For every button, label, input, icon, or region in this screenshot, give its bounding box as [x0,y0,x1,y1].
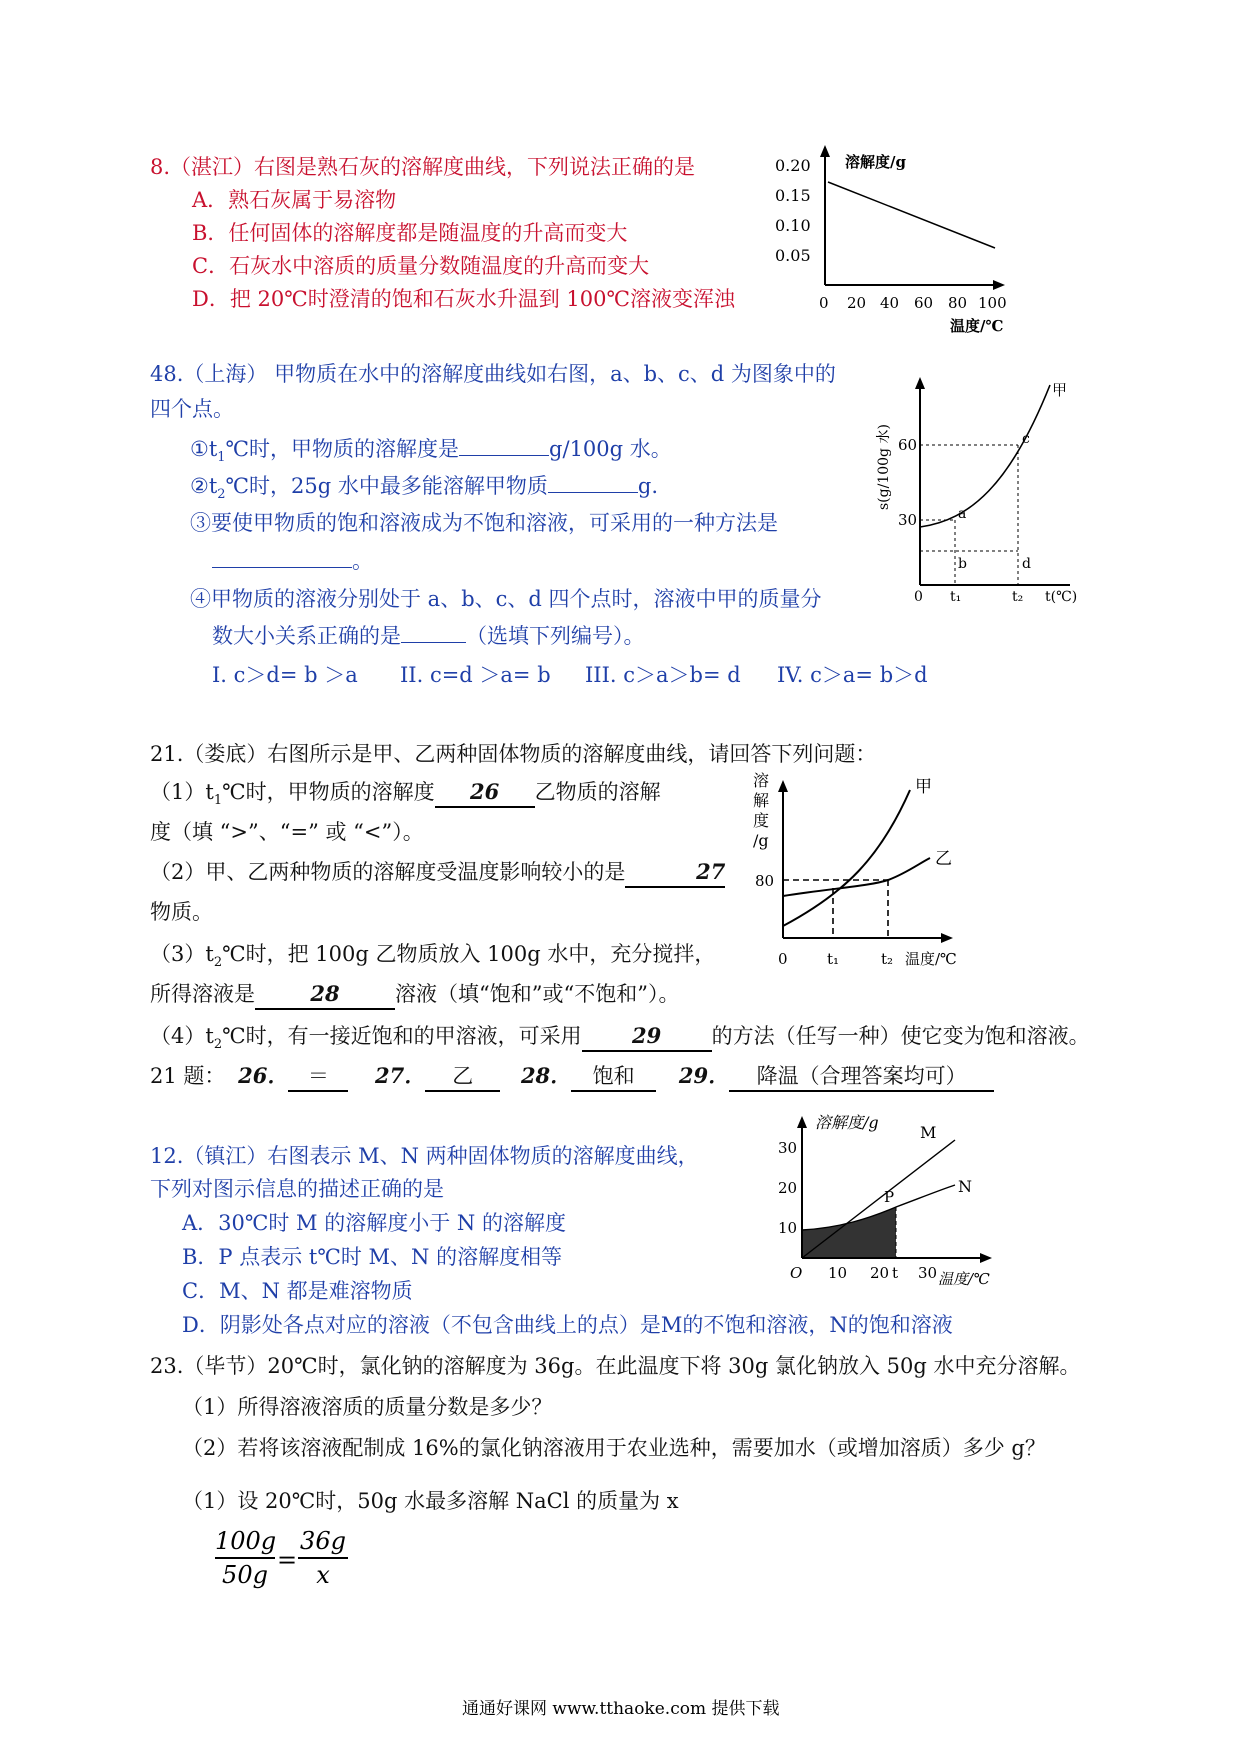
q8-option-d: D．把 20℃时澄清的饱和石灰水升温到 100℃溶液变浑浊 [192,287,735,311]
q8-x-tick: 60 [914,294,934,312]
q8-y-tick: 0.15 [775,186,811,205]
q23-solution: （1）设 20℃时，50g 水最多溶解 NaCl 的质量为 x [182,1489,679,1513]
q21-part2-cont: 物质。 [150,900,213,924]
q48-point-c: c [1022,431,1030,447]
q8-x-tick: 0 [819,294,829,312]
q8-solubility-chart [765,145,1005,335]
q21-y-tick: 80 [755,872,775,890]
q12-point-p: P [884,1188,895,1206]
q48-stem: 48.（上海） 甲物质在水中的溶解度曲线如右图，a、b、c、d 为图象中的 [150,362,836,386]
q21-y-label: 溶 [753,771,770,790]
q21-y-label: 度 [753,811,770,830]
q8-curve [828,182,995,248]
q21-y-arrow [778,780,788,792]
q21-part1: $(1)t_1℃$时，甲物质的溶解度 26 乙物质的溶解 [150,779,661,809]
page-footer: 通通好课网 www.tthaoke.com 提供下载 [462,1699,780,1719]
q12-option-d: D．阴影处各点对应的溶液（不包含曲线上的点）是M的不饱和溶液，N的饱和溶液 [182,1313,953,1337]
q12-stem: 12.（镇江）右图表示 M、N 两种固体物质的溶解度曲线， [150,1144,699,1168]
q48-choice-4: IV. c＞a= b＞d [777,663,928,687]
q8-x-label: 温度/℃ [950,317,1004,335]
q12-option-c: C．M、N 都是难溶物质 [182,1279,413,1303]
q48-x-tick: t₁ [950,589,962,605]
q12-x-tick: 30 [918,1264,938,1282]
q12-y-arrow [797,1116,807,1128]
q21-part2: （2）甲、乙两种物质的溶解度受温度影响较小的是 27 [150,858,725,888]
q21-x-tick: 温度/℃ [905,950,957,968]
q48-sub1: $①t_1℃$时，甲物质的溶解度是 g/100g 水。 [190,437,672,466]
q48-choice-1: I. c＞d= b ＞a [212,663,358,687]
q21-x-tick: 0 [778,950,788,968]
q48-curve-label: 甲 [1052,381,1068,399]
q8-y-arrow [820,145,830,157]
q8-stem: 8.（湛江）右图是熟石灰的溶解度曲线，下列说法正确的是 [150,155,696,179]
q48-stem-cont: 四个点。 [150,397,234,421]
q21-curve-jia [783,790,910,926]
q21-series-jia: 甲 [915,777,932,797]
q12-stem-cont: 下列对图示信息的描述正确的是 [150,1177,444,1201]
q48-curve [920,385,1050,527]
q48-x-tick: 0 [914,589,923,605]
q8-y-tick: 0.05 [775,246,811,265]
q48-sub3-blank: 。 [212,547,373,575]
q21-part3: $(3)t_2℃$时，把 100g 乙物质放入 100g 水中，充分搅拌， [150,942,716,971]
q48-x-tick: t₂ [1012,589,1024,605]
q8-x-tick: 40 [880,294,900,312]
q21-x-arrow [941,933,953,943]
q21-y-label: 解 [753,791,770,810]
q48-sub4: ④甲物质的溶液分别处于 a、b、c、d 四个点时，溶液中甲的质量分 [190,587,822,611]
q21-solubility-chart [745,768,975,968]
q48-x-tick: t(℃) [1045,589,1078,605]
q48-sub4-cont: 数大小关系正确的是 （选填下列编号）。 [212,624,645,648]
q23-part1: （1）所得溶液溶质的质量分数是多少？ [182,1395,553,1419]
q48-y-tick: 60 [898,436,918,454]
q48-sub3: ③要使甲物质的饱和溶液成为不饱和溶液，可采用的一种方法是 [190,511,778,535]
q21-y-label: /g [753,831,769,850]
q8-x-arrow [993,280,1005,290]
q21-curve-yi [783,858,930,896]
q21-answers: 21 题： 26． ＝ 27． 乙 28． 饱和 29． 降温（合理答案均可） [150,1062,994,1092]
q23-fraction-left: 100g 50g [215,1527,277,1589]
q8-option-c: C．石灰水中溶质的质量分数随温度的升高而变大 [192,254,650,278]
q23-equals: = [277,1546,298,1574]
q48-y-tick: 30 [898,511,918,529]
q12-option-a: A．30℃时 M 的溶解度小于 N 的溶解度 [182,1211,566,1235]
q48-sub2: $②t_2℃$时，25g 水中最多能溶解甲物质 g. [190,474,659,503]
q23-stem: 23.（毕节）20℃时，氯化钠的溶解度为 36g。在此温度下将 30g 氯化钠放入 50g 水中充分溶解。 [150,1354,1081,1378]
q8-option-a: A．熟石灰属于易溶物 [192,188,397,212]
q12-x-tick: 20 [870,1264,890,1282]
q12-y-tick: 10 [778,1219,798,1237]
q12-x-tick: 10 [828,1264,848,1282]
q23-part2: （2）若将该溶液配制成 16%的氯化钠溶液用于农业选种，需要加水（或增加溶质）多少 g？ [182,1436,1046,1460]
q12-x-tick: t [892,1264,899,1282]
q21-stem: 21.（娄底）右图所示是甲、乙两种固体物质的溶解度曲线，请回答下列问题： [150,742,877,766]
q12-x-label: 温度/℃ [938,1270,990,1288]
q8-x-tick: 80 [948,294,968,312]
q12-series-m: M [920,1123,937,1142]
q48-point-a: a [958,506,967,522]
q48-point-b: b [958,556,967,572]
q8-y-tick: 0.10 [775,216,811,235]
q48-y-label: s(g/100g 水) [876,424,892,510]
q12-y-label: 溶解度/g [815,1113,879,1132]
q21-series-yi: 乙 [935,849,952,869]
q12-option-b: B．P 点表示 t℃时 M、N 的溶解度相等 [182,1245,563,1269]
q12-x-tick: O [790,1264,803,1282]
q21-x-tick: t₂ [881,950,894,968]
q12-shaded-region [802,1207,896,1258]
q21-part3-cont: 所得溶液是 28 溶液（填“饱和”或“不饱和”）。 [150,980,679,1010]
q8-x-tick: 100 [978,294,1007,312]
q23-fraction-right: 36g x [298,1527,348,1589]
q8-option-b: B．任何固体的溶解度都是随温度的升高而变大 [192,221,628,245]
q48-y-arrow [915,377,925,389]
q12-x-arrow [980,1253,992,1263]
q12-y-tick: 20 [778,1179,798,1197]
q12-series-n: N [958,1177,972,1196]
q12-y-tick: 30 [778,1139,798,1157]
q48-solubility-chart [860,375,1080,615]
q48-choice-2: II. c=d ＞a= b [400,663,551,687]
q21-x-tick: t₁ [827,950,840,968]
q48-choice-3: III. c＞a＞b= d [585,663,741,687]
q8-y-tick: 0.20 [775,156,811,175]
q21-part4: $(4)t_2℃$时，有一接近饱和的甲溶液，可采用 29 的方法（任写一种）使它变为饱和溶液。 [150,1023,1090,1053]
q8-y-label: 溶解度/g [845,153,906,171]
q12-solubility-chart [770,1110,1000,1290]
q8-x-tick: 20 [847,294,867,312]
q48-point-d: d [1022,556,1031,572]
q21-part1-cont: 度（填 “>”、“=” 或 “<”）。 [150,820,424,844]
